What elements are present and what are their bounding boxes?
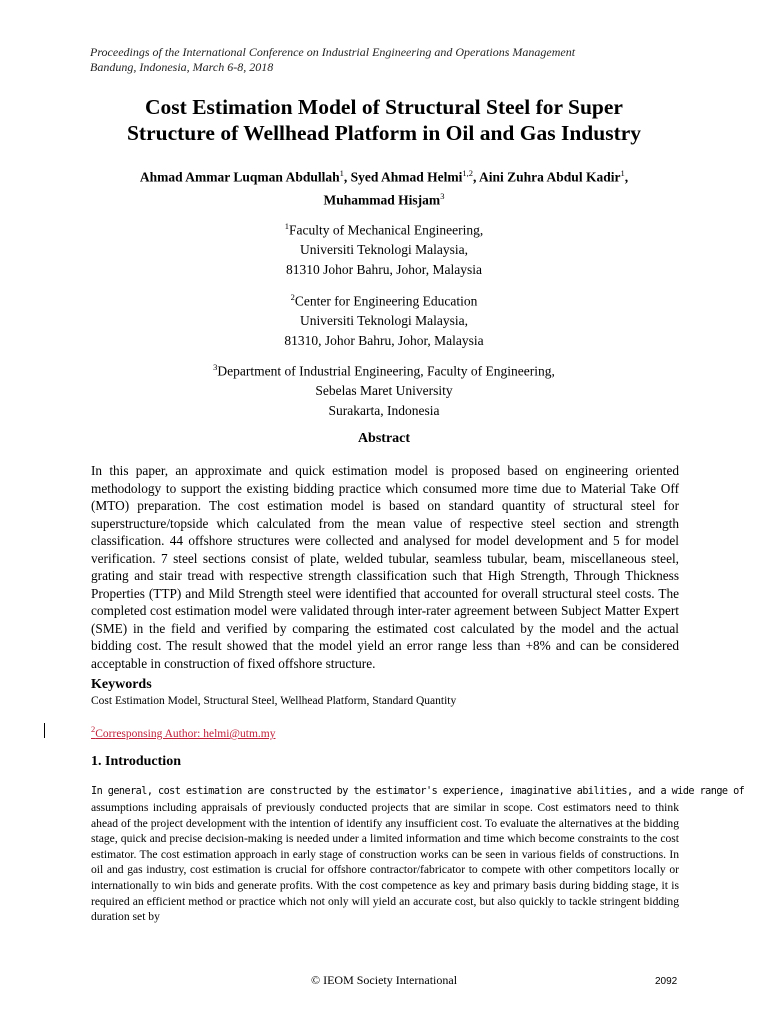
affiliation-3 xyxy=(60,358,708,420)
corresponding-author-link[interactable] xyxy=(91,724,275,740)
author-name: Syed Ahmad Helmi xyxy=(350,169,463,185)
footer-copyright: © IEOM Society International xyxy=(310,973,458,987)
affiliation-2 xyxy=(60,288,708,350)
author-name: Aini Zuhra Abdul Kadir xyxy=(479,169,621,185)
affiliation-line: Center for Engineering Education xyxy=(294,293,478,309)
text-cursor xyxy=(44,723,45,738)
affiliation-line: Universiti Teknologi Malaysia, xyxy=(300,313,468,328)
author-affiliation-sup: 1 xyxy=(620,168,625,178)
keywords-heading: Keywords xyxy=(91,677,152,692)
keywords-text: Cost Estimation Model, Structural Steel, Wellhead Platform, Standard Quantity xyxy=(91,695,457,707)
affiliation-line: Department of Industrial Engineering, Faculty of Engineering, xyxy=(217,363,555,379)
author-name: Muhammad Hisjam xyxy=(323,192,441,207)
author-separator: , xyxy=(343,169,351,185)
author-affiliation-sup: 1,2 xyxy=(462,168,473,178)
proceedings-line-1: Proceedings of the International Conference on Industrial Engineering and Operations Management xyxy=(90,45,576,59)
corresponding-text: Corresponsing Author: helmi@utm.my xyxy=(95,727,276,740)
introduction-first-line: In general, cost estimation are constructed by the estimator's experience, imaginative abilities, and a wide range of xyxy=(91,786,745,797)
title-line-1: Cost Estimation Model of Structural Steel for Super xyxy=(145,95,623,119)
author-affiliation-sup: 1 xyxy=(339,168,344,178)
affiliation-line: 81310, Johor Bahru, Johor, Malaysia xyxy=(284,332,484,348)
author-name: Ahmad Ammar Luqman Abdullah xyxy=(139,169,340,185)
page-number: 2092 xyxy=(655,976,678,987)
affiliation-1 xyxy=(60,217,708,279)
affiliation-sup: 3 xyxy=(213,362,218,372)
author-separator: , xyxy=(624,169,629,185)
affiliation-line: Universiti Teknologi Malaysia, xyxy=(300,242,468,257)
abstract-heading: Abstract xyxy=(357,431,411,446)
proceedings-header xyxy=(90,45,710,75)
paper-title xyxy=(60,94,708,146)
author-separator: , xyxy=(473,169,480,185)
abstract-text: In this paper, an approximate and quick estimation model is proposed based on engineering oriented methodology to support the existing bidding practice which consumed more time due to Material Take Off (MTO) preparation. The cost estimation model is based on standard quantity of structural steel for superstructure/topside which calculated from the mean value of respective steel section and strength classification. 44 offshore structures were collected and analysed for model development and 5 for model verification. 7 steel sections consist of plate, welded tubular, seamless tubular, beam, miscellaneous steel, grating and stair tread with respective strength classification such that High Strength, Through Thickness Properties (TTP) and Mild Strength steel were identified that accounted for overall structural steel costs. The completed cost estimation model were validated through inter-rater agreement between Subject Matter Expert (SME) in the field and verified by comparing the estimated cost calculated by the model and the actual bidding cost. The result showed that the model yield an error range less than +8% and can be considered acceptable in construction of fixed offshore structure. xyxy=(91,463,679,671)
author-affiliation-sup: 3 xyxy=(440,190,445,201)
author-list xyxy=(60,164,708,209)
affiliation-line: 81310 Johor Bahru, Johor, Malaysia xyxy=(286,261,482,277)
affiliation-sup: 2 xyxy=(290,292,295,302)
title-line-2: Structure of Wellhead Platform in Oil and Gas Industry xyxy=(126,121,642,145)
corresponding-sup: 2 xyxy=(91,724,96,734)
introduction-body: assumptions including appraisals of previously conducted projects that are similar in scope. Cost estimators need to think ahead of the project development with the intention of identify any insufficient cost. To evaluate the alternatives at the bidding stage, quick and precise decision-making is needed under a limited information and time which become constraints to the cost estimator. The cost estimation approach in early stage of construction works can be seen in various fields of constructions. In oil and gas industry, cost estimation is crucial for offshore contractor/fabricator to compete with other competitors locally or internationally to win bids and generate profits. With the cost competence as key and primary basis during bidding stage, it is required an efficient method or practice which not only will yield an accurate cost, but also quickly to tackle stringent bidding duration set by xyxy=(91,801,679,924)
proceedings-line-2: Bandung, Indonesia, March 6-8, 2018 xyxy=(90,60,274,74)
affiliation-line: Surakarta, Indonesia xyxy=(328,402,440,418)
introduction-heading: 1. Introduction xyxy=(91,754,181,769)
affiliation-sup: 1 xyxy=(284,221,290,231)
affiliation-line: Sebelas Maret University xyxy=(315,383,453,398)
affiliation-line: Faculty of Mechanical Engineering, xyxy=(289,222,484,238)
